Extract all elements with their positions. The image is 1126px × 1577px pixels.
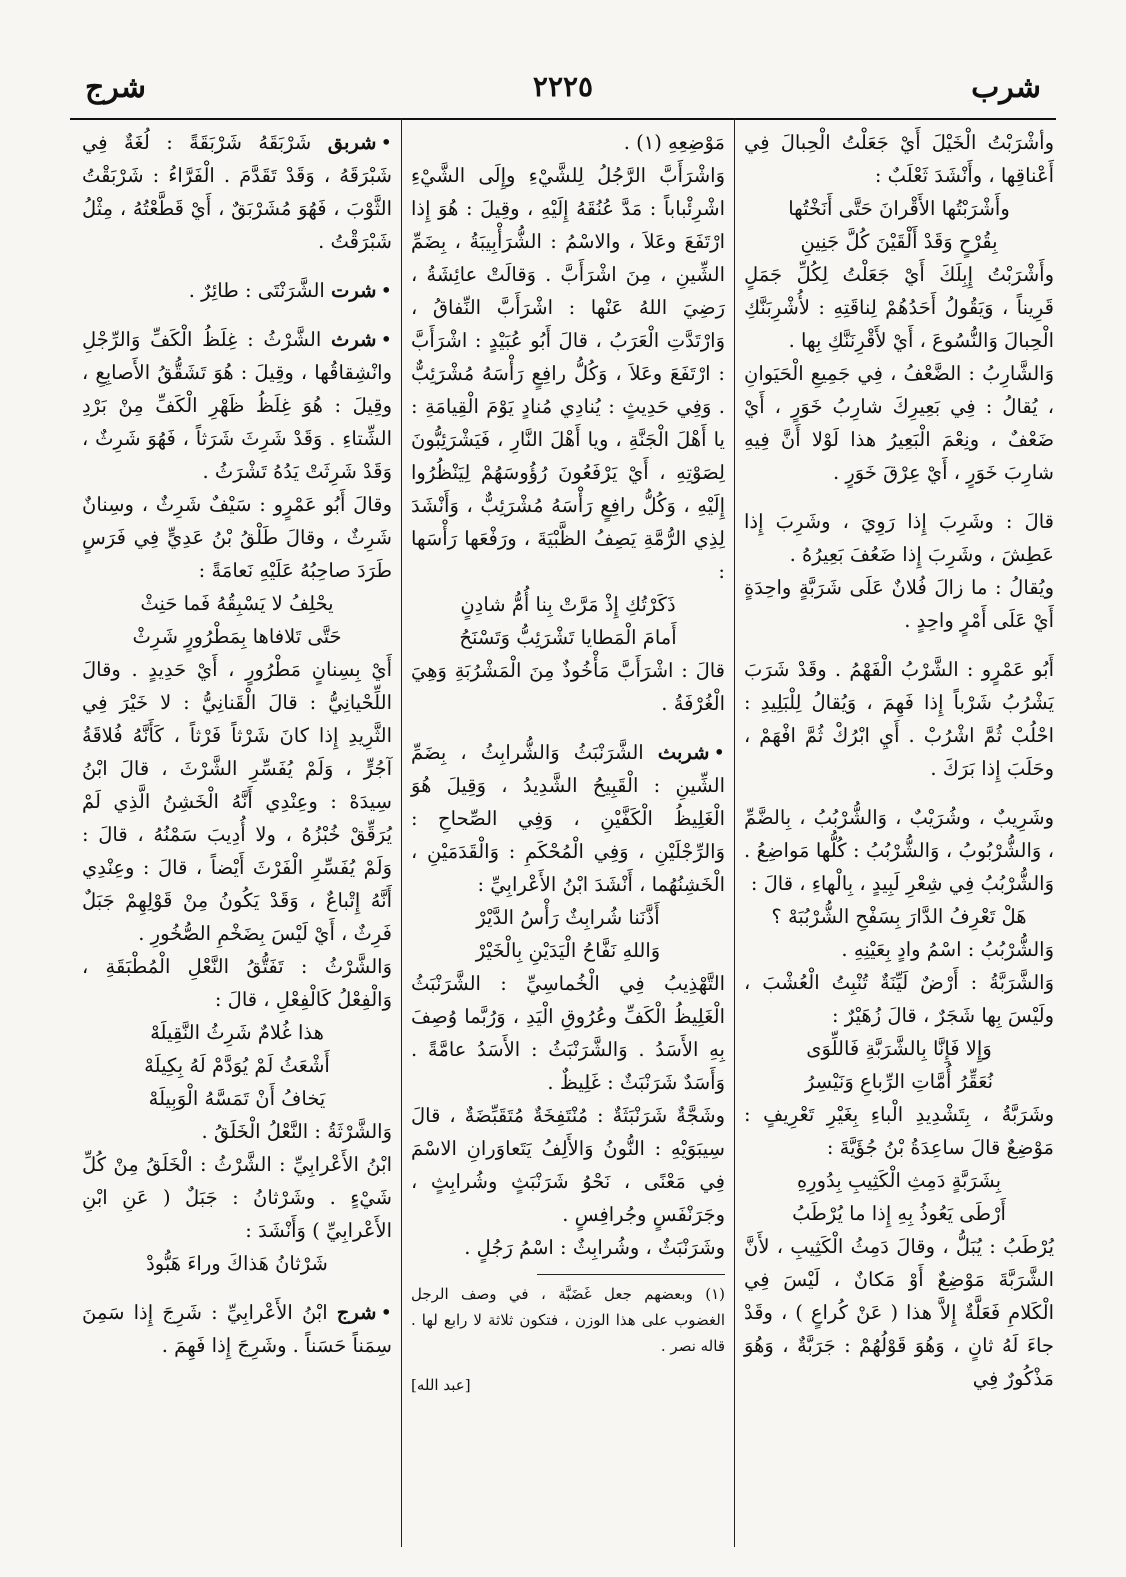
verse-line: أَذَّنَنا شُرابِثٌ رَأْسُ الدَّيْرْ xyxy=(476,906,660,929)
entry-headword: • شربق xyxy=(328,131,392,154)
paragraph: وشَرَنْبَثٌ ، وشُرابِثٌ : اسْمُ رَجُلٍ . xyxy=(464,1236,725,1259)
verse-line: وأَشْرَبْتُها الأَقْرانَ حَتَّى أَنَخْتُها xyxy=(788,197,1010,220)
paragraph: وَالشَّرَبَّةُ : أَرْضٌ لَيِّنَةٌ تُنْبِتُ الْعُشْبَ ، ولَيْسَ بِها شَجَرٌ ، قالَ زُهَيْرٌ : xyxy=(744,971,1054,1027)
verse-line: هذا غُلامٌ شَرِثُ النَّقِيلَهْ xyxy=(150,1021,324,1044)
verse-line: هَلْ تَعْرِفُ الدَّارَ بِسَفْحِ الشُّرْبُبَهْ ؟ xyxy=(771,905,1027,928)
verse-line: أَشْعَثُ لَمْ يُوَدَّمْ لَهُ بِكِيلَهْ xyxy=(144,1054,330,1077)
entry-body: ابْنُ الأَعْرابِيِّ : شَرِجَ إِذا سَمِنَ سِمَناً حَسَناً . وشَرِجَ إِذا فَهِمَ . xyxy=(82,1301,392,1357)
running-head-right: شرب xyxy=(971,70,1041,105)
verse-line: يحْلِفُ لا يَسْبِقُهُ فَما حَنِثْ xyxy=(140,592,334,615)
entry-headword: • شرت xyxy=(331,279,392,302)
entry-paragraph xyxy=(411,736,725,901)
header-rule xyxy=(70,118,1056,120)
paragraph: مَوْضِعِهِ (١) . xyxy=(623,131,725,154)
paragraph: وَالشَّرْثُ : تَفَتُّقُ النَّعْلِ الْمُطْبَقَةِ ، وَالْفِعْلُ كَالْفِعْلِ ، قالَ : xyxy=(82,955,392,1011)
verse-line: يَخافُ أَنْ تَمَسَّهُ الْوَبِيلَهْ xyxy=(148,1087,326,1110)
paragraph: وأَشْرَبْتُ إِبِلَكَ أَيْ جَعَلْتُ لِكُلِّ جَمَلٍ قَرِيناً ، وَيَقُولُ أَحَدُهُمْ لِناقَتِهِ : لأُشْرِبَنَّكِ الْحِبالَ وَالنُّسُوعَ ، أَيْ لأَقْرِنَنَّكِ بِها . xyxy=(744,263,1054,352)
entry-paragraph xyxy=(82,126,392,258)
paragraph: أَبُو عَمْرٍو : الشَّرْبُ الْفَهْمُ . وقَدْ شَرَبَ يَشْرُبُ شَرْباً إِذا فَهِمَ ، وَيُقالُ لِلْبَلِيدِ : احْلُبْ ثُمَّ اشْرُبْ . أَيِ ابْرُكْ ثُمَّ افْهَمْ ، وحَلَبَ إِذا بَرَكَ . xyxy=(744,658,1054,780)
entry-headword: • شربث xyxy=(658,741,725,764)
verse-line: وَاللهِ نَفَّاحُ الْيَدَيْنِ بِالْخَيْرْ xyxy=(475,939,661,962)
paragraph: وَالشَّارِبُ : الضَّعْفُ ، فِي جَمِيعِ الْحَيَوانِ ، يُقالُ : فِي بَعِيرِكَ شارِبُ خَوَرٍ ، أَيْ ضَعْفٌ ، ونِعْمَ الْبَعِيرُ هذا لَوْلا أَنَّ فِيهِ شارِبَ خَوَرٍ ، أَيْ عِرْقَ خَوَرٍ . xyxy=(744,362,1054,484)
paragraph: يُرْطَبُ : يُبَلُّ ، وقالَ دَمِثُ الْكَثِيبِ ، لأَنَّ الشَّرَبَّةَ مَوْضِعٌ أَوْ مَكانٌ ، لَيْسَ فِي الْكَلامِ فَعَلَّةٌ إِلاَّ هذا ( عَنْ كُراعٍ ) ، وقَدْ جاءَ لَهُ ثانٍ ، وَهُوَ قَوْلُهُمْ : جَرَبَّةٌ ، وَهُوَ مَذْكُورٌ فِي xyxy=(744,1235,1054,1390)
column-divider-left xyxy=(401,118,402,1547)
verse-line: شَرْثانُ هَذاكَ وراءَ هَبُّودْ xyxy=(146,1252,328,1275)
entry-headword: • شرج xyxy=(337,1301,392,1324)
running-head-left: شرج xyxy=(85,70,147,105)
paragraph: وقالَ أَبُو عَمْرٍو : سَيْفٌ شَرِثٌ ، وسِنانٌ شَرِثٌ ، وقالَ طَلْقُ بْنُ عَدِيٍّ فِي فَرَسٍ طَرَدَ صاحِبُهُ عَلَيْهِ نَعامَةً : xyxy=(82,493,392,582)
paragraph: قالَ : وشَرِبَ إِذا رَوِيَ ، وشَرِبَ إِذا عَطِشَ ، وشَرِبَ إِذا ضَعُفَ بَعِيرُهُ . xyxy=(744,510,1054,566)
paragraph: قالَ : اشْرَأَبَّ مَأْخُوذٌ مِنَ الْمَشْرُبَةِ وَهِيَ الْغُرْفَةُ . xyxy=(411,659,725,715)
verse-line: أَرْطَى يَعُوذُ بِهِ إِذا ما يُرْطَبُ xyxy=(792,1202,1006,1225)
paragraph: وَاشْرَأَبَّ الرَّجُلُ لِلشَّيْءِ وإِلَى الشَّيْءِ اشْرِئْباباً : مَدَّ عُنُقَهُ إِلَيْهِ ، وقِيلَ : هُوَ إِذا ارْتَفَعَ وعَلاَ ، والاسْمُ : الشُّرَأْبِيبَةُ ، بِضَمِّ الشِّينِ ، مِنَ اشْرَأَبَّ . وَقالَتْ عائِشَةُ ، رَضِيَ اللهُ عَنْها : اشْرَأَبَّ النِّفاقُ ، وَارْتَدَّتِ الْعَرَبُ ، قالَ أَبُو عُبَيْدٍ : اشْرَأَبَّ : ارْتَفَعَ وعَلاَ ، وَكُلُّ رافِعٍ رَأْسَهُ مُشْرَئِبٌّ . وَفِي حَدِيثٍ : يُنادِي مُنادٍ يَوْمَ الْقِيامَةِ : يا أَهْلَ الْجَنَّةِ ، ويا أَهْلَ النَّارِ ، فَيَشْرَئِبُّونَ لِصَوْتِهِ ، أَيْ يَرْفَعُونَ رُؤُوسَهُمْ لِيَنْظُرُوا إِلَيْهِ ، وَكُلُّ رافِعٍ رَأْسَهُ مُشْرَئِبٌّ ، وَأَنْشَدَ لِذِي الرُّمَّةِ يَصِفُ الظَّبْيَةَ ، ورَفْعَها رَأْسَها : xyxy=(411,164,725,583)
verse-line: نُعَقِّرُ أُمَّاتِ الرِّباعِ وَنَيْسِرُ xyxy=(804,1070,994,1093)
column-middle xyxy=(407,126,729,1547)
paragraph: وَالشَّرْثَةُ : النَّعْلُ الْخَلَقُ . xyxy=(201,1120,392,1143)
footnote: (١) وبعضهم جعل غَضَبَّة ، في وصف الرجل الغضوب على هذا الوزن ، فتكون ثلاثة لا رابع لها . قاله نصر . xyxy=(411,1285,725,1355)
column-divider-right xyxy=(734,118,735,1547)
verse-line: بِشَرَبَّةٍ دَمِثِ الْكَثِيبِ بِدُورِهِ xyxy=(796,1169,1002,1192)
column-right xyxy=(740,126,1058,1547)
page-number: ٢٢٢٥ xyxy=(532,70,594,103)
entry-paragraph xyxy=(82,323,392,488)
entry-body: الشَّرَنْبَثُ وَالشُّرابِثُ ، بِضَمِّ الشِّينِ : الْقَبِيحُ الشَّدِيدُ ، وَقِيلَ هُوَ الْغَلِيظُ الْكَفَّيْنِ ، وَفِي الصِّحاحِ : وَالرِّجْلَيْنِ ، وَفِي الْمُحْكَمِ : وَالْقَدَمَيْنِ ، الْخَشِنُهُما ، أَنْشَدَ ابْنُ الأَعْرابِيِّ : xyxy=(411,741,725,896)
paragraph: ويُقالُ : ما زالَ فُلانٌ عَلَى شَرَبَّةٍ واحِدَةٍ أَيْ عَلَى أَمْرٍ واحِدٍ . xyxy=(744,576,1054,632)
entry-headword: • شرث xyxy=(331,328,392,351)
verse-line: أَمامَ الْمَطايا تَشْرَئِبُّ وَتَسْنَحُ xyxy=(459,626,677,649)
footnote-rule xyxy=(537,1274,725,1275)
verse-line: بِقُرْحٍ وَقَدْ أَلْقَيْنَ كُلَّ جَنِينِ xyxy=(800,230,998,253)
verse-line: وَإِلا فَإِنَّا بِالشَّرَبَّةِ فَاللِّوَى xyxy=(806,1037,992,1060)
paragraph: وأشْرَبْتُ الْخَيْلَ أَيْ جَعَلْتُ الْحِبالَ فِي أَعْناقِها ، وأَنْشَدَ ثَعْلَبٌ : xyxy=(744,131,1054,187)
entry-paragraph xyxy=(82,274,392,307)
page-header xyxy=(60,70,1066,116)
entry-paragraph xyxy=(82,1296,392,1362)
footnote-signature: [عبد الله] xyxy=(411,1376,471,1394)
entry-body: شَرْبَقَهُ شَرْبَقَةً : لُغَةٌ فِي شَبْرَقَهُ ، وَقَدْ تَقَدَّمَ . الْفَرَّاءُ : شَرْبَقْتُ الثَّوْبَ ، فَهُوَ مُشَرْبَقٌ ، أَيْ قَطَّعْتُهُ ، مِثْلُ شَبْرَقْتُ . xyxy=(82,131,392,253)
paragraph: وشَرَبَّةُ ، بِتَشْدِيدِ الْباءِ بِغَيْرِ تَعْرِيفٍ : مَوْضِعٌ قالَ ساعِدَةُ بْنُ جُؤَيَّةَ : xyxy=(744,1103,1054,1159)
entry-body: الشَّرَنْتَى : طائِرٌ . xyxy=(188,279,332,302)
verse-line: ذَكَرْتُكِ إِذْ مَرَّتْ بِنا أُمُّ شادِنٍ xyxy=(460,593,676,616)
column-left xyxy=(78,126,396,1547)
paragraph: أَيْ بِسِنانٍ مَطْرُورٍ ، أَيْ حَدِيدٍ . وقالَ اللِّحْيانِيُّ : قالَ الْقَنانِيُّ : لا خَيْرَ فِي الثَّرِيدِ إِذا كانَ شَرْثاً فَرْثاً ، كَأَنَّهُ فُلاقَةُ آجُرٍّ ، وَلَمْ يُفَسِّرِ الشَّرْثَ ، قالَ ابْنُ سِيدَهْ : وعِنْدِي أَنَّهُ الْخَشِنُ الَّذِي لَمْ يُرَقِّقْ خُبْزُهُ ، ولا أُدِيبَ سَمْنُهُ ، قالَ : وَلَمْ يُفَسِّرِ الْفَرْثَ أَيْضاً ، قالَ : وعِنْدِي أَنَّهُ إِتْباعٌ ، وَقَدْ يَكُونُ مِنْ قَوْلِهِمْ جَبَلٌ فَرِثٌ ، أَيْ لَيْسَ بِضَخْمِ الصُّخُورِ . xyxy=(82,658,392,945)
entry-body: الشَّرْثُ : غِلَظُ الْكَفِّ وَالرِّجْلِ وانْشِقاقُها ، وقِيلَ : هُوَ تَشَقُّقُ الأَصابِعِ ، وقِيلَ : هُوَ غِلَظُ ظَهْرِ الْكَفِّ مِنْ بَرْدِ الشِّتاءِ . وَقَدْ شَرِثَ شَرَثاً ، فَهُوَ شَرِثٌ ، وَقَدْ شَرِثَتْ يَدُهُ تَشْرَثُ . xyxy=(82,328,392,483)
paragraph: وشَرِيبٌ ، وشُرَيْبٌ ، وَالشُّرْبُبُ ، بِالضَّمِّ ، وَالشُّرْبُوبُ ، وَالشُّرْبُبُ : كُلُّها مَواضِعُ . وَالشُّرْبُبُ فِي شِعْرِ لَبِيدٍ ، بِالْهاءِ ، قالَ : xyxy=(744,806,1054,895)
paragraph: ابْنُ الأَعْرابِيِّ : الشَّرْثُ : الْخَلَقُ مِنْ كُلِّ شَيْءٍ . وشَرْثانُ : جَبَلٌ ( عَنِ ابْنِ الأَعْرابِيِّ ) وَأَنْشَدَ : xyxy=(82,1153,392,1242)
paragraph: وشَجَّةٌ شَرَنْبَثَةٌ : مُنْتَفِخَةٌ مُتَقَبِّضَةٌ ، قالَ سِيبَوَيْهِ : النُّونُ وَالأَلِفُ يَتَعاوَرانِ الاسْمَ فِي مَعْنًى ، نَحْوُ شَرَنْبَثٍ وشُرابِثٍ ، وجَرَنْفَسٍ وجُرافِسٍ . xyxy=(411,1104,725,1226)
paragraph: التَّهْذِيبُ فِي الْخُماسِيِّ : الشَّرَنْبَثُ الْغَلِيظُ الْكَفِّ وعُرُوقِ الْيَدِ ، وَرُبَّما وُصِفَ بِهِ الأَسَدُ . وَالشَّرَنْبَثُ : الأَسَدُ عامَّةً . وَأَسَدٌ شَرَنْبَثٌ : غَلِيظٌ . xyxy=(411,972,725,1094)
verse-line: حَتَّى تَلافاها بِمَطْرُورٍ شَرِثْ xyxy=(132,625,342,648)
paragraph: وَالشُّرْبُبُ : اسْمُ وادٍ بِعَيْنِهِ . xyxy=(841,938,1054,961)
